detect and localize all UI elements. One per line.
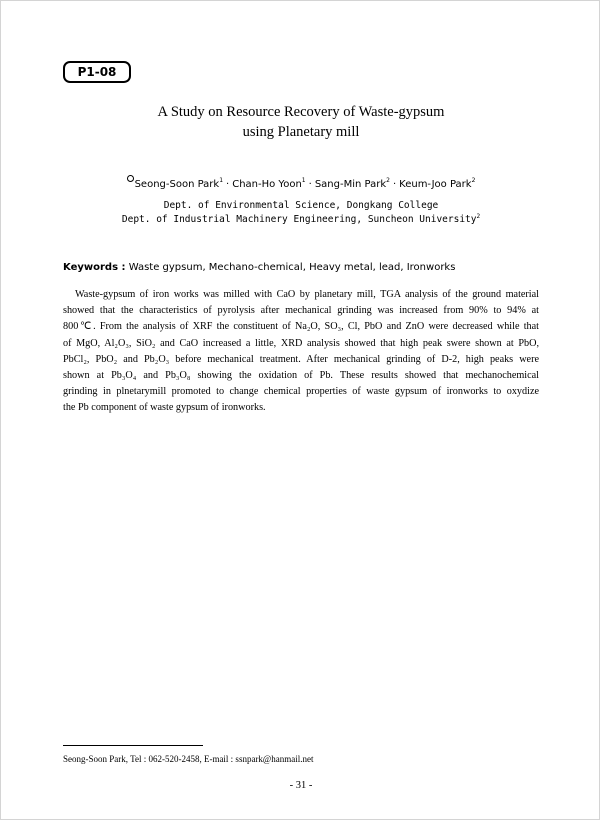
session-badge: P1-08 bbox=[63, 61, 131, 83]
footnote-divider bbox=[63, 745, 203, 746]
author-name: Seong-Soon Park bbox=[134, 179, 220, 190]
affiliation-2-mark: 2 bbox=[476, 213, 481, 220]
abstract-line: showed that the characteristics of pyrolysis after mechanical grinding was increased from 90% to 94% at bbox=[63, 305, 539, 317]
abstract-line: PbCl₂, PbO₂ and Pb₂O₃ before mechanical treatment. After mechanical grinding of D-2, high peaks were bbox=[63, 353, 539, 365]
author-affiliation-mark: 2 bbox=[386, 177, 390, 184]
keywords-text: Waste gypsum, Mechano-chemical, Heavy metal, lead, Ironworks bbox=[128, 262, 456, 273]
author-name: Chan-Ho Yoon bbox=[232, 179, 302, 190]
author-name: Sang-Min Park bbox=[314, 179, 387, 190]
page-number: - 31 - bbox=[289, 780, 313, 791]
author-affiliation-mark: 1 bbox=[301, 177, 306, 184]
keywords-line bbox=[63, 262, 455, 273]
author-affiliation-mark: 1 bbox=[219, 177, 224, 184]
abstract-line: the Pb component of waste gypsum of ironworks. bbox=[63, 402, 266, 414]
abstract-line: of MgO, Al₂O₃, SiO₂ and CaO increased a little, XRD analysis showed that high peak swere shown at PbO, bbox=[63, 337, 539, 349]
author-affiliation-mark: 2 bbox=[471, 177, 476, 184]
author-list bbox=[41, 175, 561, 190]
abstract bbox=[63, 287, 539, 417]
abstract-line: 800℃. From the analysis of XRF the constituent of Na₂O, SO₃, Cl, PbO and ZnO were decreased while that bbox=[63, 321, 539, 333]
author-separator: · bbox=[226, 179, 230, 190]
presenter-circle-icon bbox=[127, 175, 134, 182]
author-separator: · bbox=[308, 179, 312, 190]
paper-title-line-1: A Study on Resource Recovery of Waste-gypsum bbox=[157, 104, 445, 120]
affiliation-2 bbox=[41, 213, 561, 225]
keywords-label: Keywords : bbox=[63, 262, 126, 273]
abstract-line: shown at Pb₃O₄ and Pb₃O₈ showing the oxidation of Pb. These results showed that mechanochemical bbox=[63, 370, 539, 382]
abstract-line: Waste-gypsum of iron works was milled with CaO by planetary mill, TGA analysis of the ground material bbox=[75, 289, 539, 300]
abstract-line: grinding in plnetarymill promoted to change chemical properties of waste gypsum of ironworks to oxydize bbox=[63, 386, 539, 398]
affiliation-2-text: Dept. of Industrial Machinery Engineering, Suncheon University bbox=[121, 214, 477, 225]
paper-title-line-2: using Planetary mill bbox=[242, 124, 360, 140]
author-separator: · bbox=[392, 179, 397, 190]
affiliation-1: Dept. of Environmental Science, Dongkang College bbox=[163, 200, 439, 211]
author-name: Keum-Joo Park bbox=[399, 179, 472, 190]
footnote: Seong-Soon Park, Tel : 062-520-2458, E-mail : ssnpark@hanmail.net bbox=[63, 754, 314, 764]
